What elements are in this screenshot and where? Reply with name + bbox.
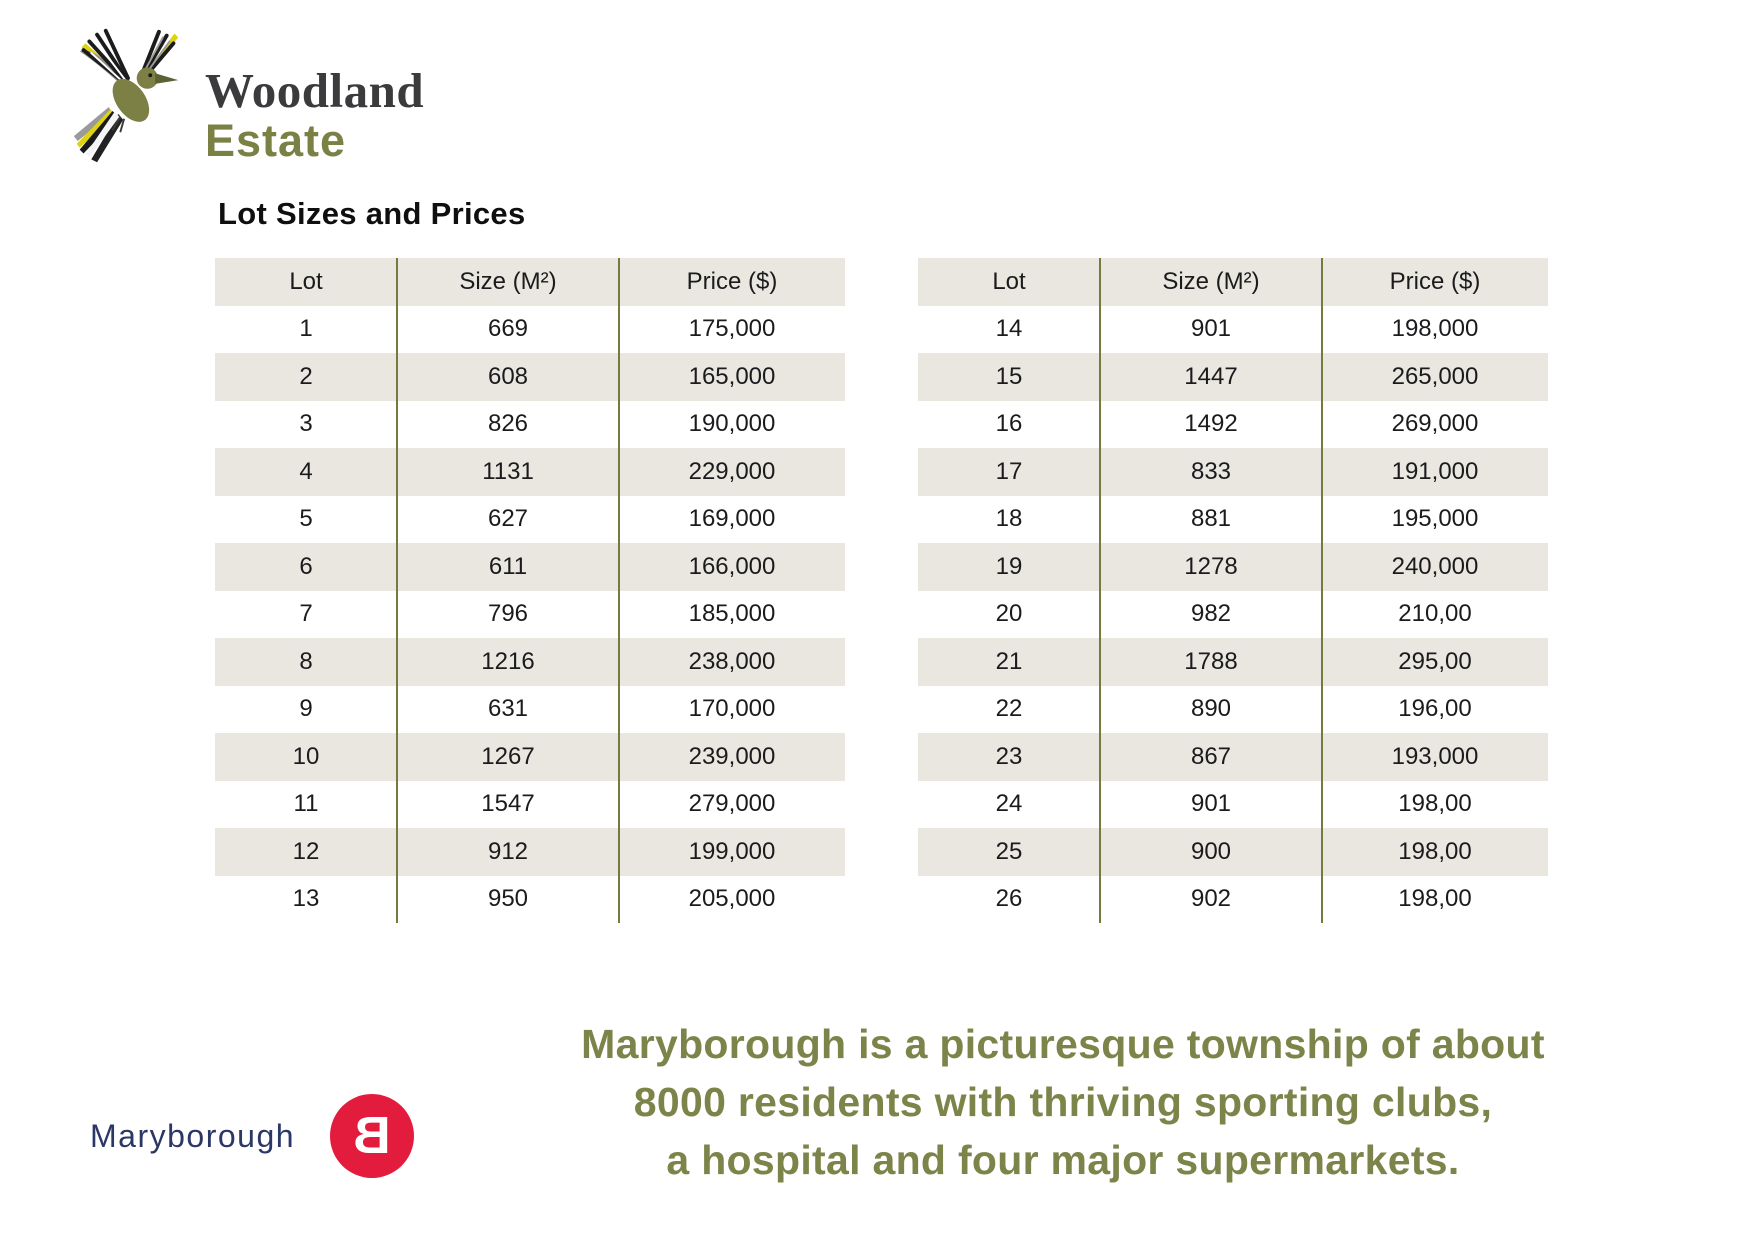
price-cell: 175,000 <box>688 315 776 343</box>
table-row <box>918 496 1548 544</box>
price-cell: 165,000 <box>688 362 776 390</box>
header-size: Size (M²) <box>459 267 557 295</box>
price-cell: 279,000 <box>688 790 776 818</box>
price-cell: 198,00 <box>1398 885 1472 913</box>
lot-cell: 26 <box>995 885 1023 913</box>
lot-cell: 13 <box>292 885 320 913</box>
price-cell: 185,000 <box>688 600 776 628</box>
table-row <box>918 401 1548 449</box>
size-cell: 901 <box>1190 790 1232 818</box>
size-cell: 611 <box>488 552 528 580</box>
price-cell: 166,000 <box>688 552 776 580</box>
table-row <box>918 306 1548 354</box>
size-cell: 867 <box>1190 742 1232 770</box>
header-price: Price ($) <box>1389 267 1481 295</box>
price-cell: 210,00 <box>1398 600 1472 628</box>
price-cell: 190,000 <box>688 410 776 438</box>
table-row <box>215 543 845 591</box>
price-cell: 205,000 <box>688 885 776 913</box>
tagline-line: 8000 residents with thriving sporting clubs, <box>633 1079 1493 1125</box>
table-row <box>918 638 1548 686</box>
size-cell: 627 <box>487 505 529 533</box>
table-row <box>918 828 1548 876</box>
table-row <box>215 306 845 354</box>
column-divider <box>618 258 620 923</box>
size-cell: 1267 <box>481 742 535 770</box>
price-cell: 195,000 <box>1391 505 1479 533</box>
lot-cell: 2 <box>299 362 313 390</box>
price-cell: 265,000 <box>1391 362 1479 390</box>
page-title: Lot Sizes and Prices <box>218 196 526 231</box>
table-row <box>918 876 1548 924</box>
table-row <box>215 686 845 734</box>
maryborough-wordmark: Maryborough <box>90 1118 296 1154</box>
size-cell: 631 <box>487 695 529 723</box>
lot-cell: 23 <box>995 742 1023 770</box>
table-row <box>215 733 845 781</box>
size-cell: 669 <box>487 315 529 343</box>
size-cell: 608 <box>487 362 529 390</box>
column-divider <box>1321 258 1323 923</box>
lot-cell: 21 <box>995 647 1023 675</box>
brand-wordmark <box>205 63 425 166</box>
table-row <box>918 353 1548 401</box>
size-cell: 1547 <box>481 790 535 818</box>
price-cell: 239,000 <box>688 742 776 770</box>
lot-cell: 16 <box>995 410 1023 438</box>
table-row <box>215 353 845 401</box>
price-cell: 198,00 <box>1398 837 1472 865</box>
lot-cell: 20 <box>995 600 1023 628</box>
table-row <box>918 686 1548 734</box>
maryborough-badge-icon <box>330 1094 414 1178</box>
tagline-line: a hospital and four major supermarkets. <box>666 1137 1460 1183</box>
column-divider <box>396 258 398 923</box>
table-row <box>215 638 845 686</box>
price-cell: 199,000 <box>688 837 776 865</box>
brand-name-woodland: Woodland <box>205 63 425 118</box>
table-row <box>215 401 845 449</box>
table-row <box>215 448 845 496</box>
lot-cell: 4 <box>299 457 313 485</box>
table-row <box>918 448 1548 496</box>
price-cell: 169,000 <box>688 505 776 533</box>
tagline <box>440 1015 1686 1189</box>
table-row <box>215 496 845 544</box>
price-cell: 198,00 <box>1398 790 1472 818</box>
size-cell: 881 <box>1190 505 1232 533</box>
size-cell: 950 <box>487 885 529 913</box>
size-cell: 1216 <box>481 647 535 675</box>
size-cell: 1492 <box>1184 410 1238 438</box>
header-size: Size (M²) <box>1162 267 1260 295</box>
price-cell: 193,000 <box>1391 742 1479 770</box>
size-cell: 1131 <box>482 457 534 485</box>
lot-cell: 7 <box>299 600 313 628</box>
lot-cell: 14 <box>995 315 1023 343</box>
price-cell: 295,00 <box>1398 647 1472 675</box>
table-row <box>215 591 845 639</box>
lot-cell: 12 <box>292 837 320 865</box>
badge-letter: B <box>353 1107 391 1165</box>
size-cell: 1788 <box>1184 647 1238 675</box>
lot-cell: 1 <box>299 315 313 343</box>
header-lot: Lot <box>992 267 1026 295</box>
price-cell: 229,000 <box>688 457 776 485</box>
lot-cell: 5 <box>299 505 313 533</box>
lot-cell: 15 <box>995 362 1023 390</box>
lot-cell: 24 <box>995 790 1023 818</box>
size-cell: 826 <box>487 410 529 438</box>
lot-cell: 11 <box>293 790 319 818</box>
lot-cell: 10 <box>292 742 320 770</box>
size-cell: 902 <box>1190 885 1232 913</box>
size-cell: 900 <box>1190 837 1232 865</box>
price-cell: 198,000 <box>1391 315 1479 343</box>
header-lot: Lot <box>289 267 323 295</box>
size-cell: 890 <box>1190 695 1232 723</box>
lot-cell: 22 <box>995 695 1023 723</box>
table-row <box>918 543 1548 591</box>
size-cell: 1278 <box>1184 552 1238 580</box>
table-header-row <box>215 258 845 306</box>
size-cell: 1447 <box>1184 362 1238 390</box>
price-cell: 269,000 <box>1391 410 1479 438</box>
hummingbird-logo-icon <box>68 24 188 169</box>
lot-cell: 8 <box>299 647 313 675</box>
size-cell: 796 <box>487 600 529 628</box>
table-row <box>215 876 845 924</box>
price-cell: 240,000 <box>1391 552 1479 580</box>
table-row <box>918 591 1548 639</box>
price-cell: 191,000 <box>1391 457 1479 485</box>
size-cell: 901 <box>1190 315 1232 343</box>
lot-cell: 25 <box>995 837 1023 865</box>
lot-cell: 18 <box>995 505 1023 533</box>
lot-table-right <box>918 258 1548 923</box>
lot-table-left <box>215 258 845 923</box>
table-header-row <box>918 258 1548 306</box>
table-row <box>215 828 845 876</box>
table-row <box>215 781 845 829</box>
size-cell: 982 <box>1190 600 1232 628</box>
table-row <box>918 733 1548 781</box>
lot-cell: 17 <box>995 457 1023 485</box>
price-cell: 170,000 <box>688 695 776 723</box>
table-row <box>918 781 1548 829</box>
lot-cell: 19 <box>995 552 1023 580</box>
header-price: Price ($) <box>686 267 778 295</box>
lot-cell: 9 <box>299 695 313 723</box>
price-cell: 196,00 <box>1398 695 1472 723</box>
size-cell: 833 <box>1190 457 1232 485</box>
column-divider <box>1099 258 1101 923</box>
price-cell: 238,000 <box>688 647 776 675</box>
brand-name-estate: Estate <box>205 115 347 166</box>
size-cell: 912 <box>487 837 529 865</box>
lot-cell: 6 <box>299 552 313 580</box>
lot-cell: 3 <box>299 410 313 438</box>
tagline-line: Maryborough is a picturesque township of about <box>581 1021 1545 1067</box>
